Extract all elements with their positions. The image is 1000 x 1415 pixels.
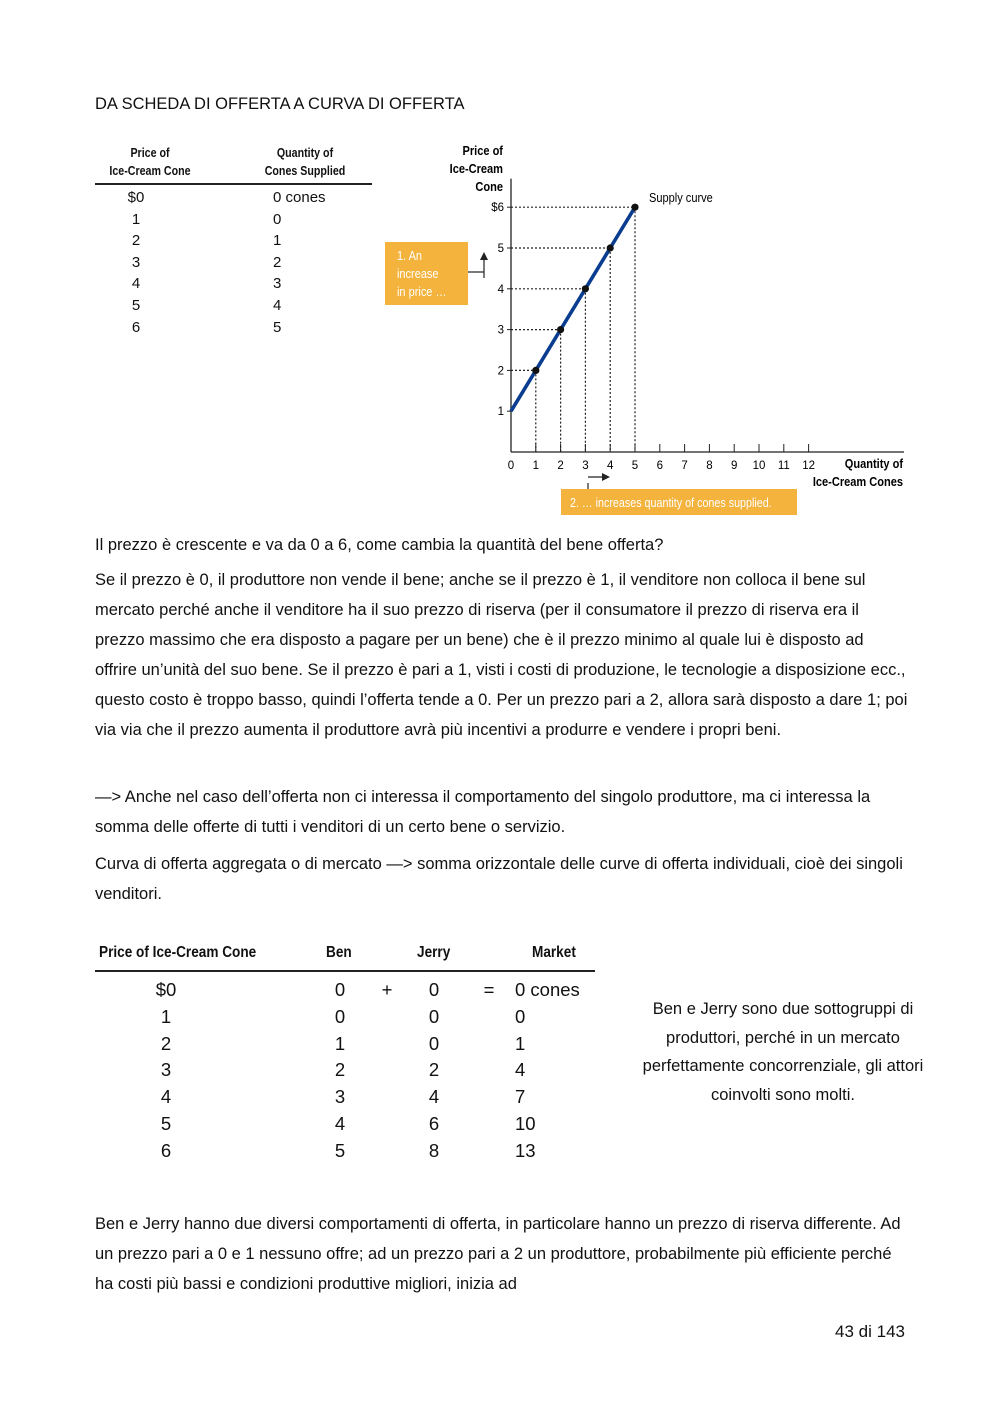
y-tick-label: $6 — [491, 202, 504, 215]
market-cell: 1 — [515, 1032, 526, 1054]
x-axis-title-line: Ice-Cream Cones — [812, 474, 903, 490]
x-tick-label: 5 — [631, 460, 639, 472]
price-cell: 3 — [131, 253, 141, 271]
paragraph-question: Il prezzo è crescente e va da 0 a 6, come cambia la quantità del bene offerta? — [95, 536, 664, 554]
x-tick-label: 3 — [582, 460, 589, 472]
market-cell: 0 — [515, 1005, 526, 1027]
quantity-cell: 0 — [273, 210, 282, 228]
x-tick-label: 7 — [681, 460, 688, 472]
quantity-cell: 1 — [273, 232, 282, 250]
x-tick-label: 2 — [557, 460, 564, 472]
y-axis-title-line: Price of — [462, 143, 503, 159]
table-divider — [95, 183, 372, 185]
price-annotation-line: increase — [397, 267, 439, 282]
plus-sign: + — [381, 979, 393, 1000]
market-column — [515, 977, 595, 1165]
market-price-column — [141, 977, 191, 1165]
x-tick-label: 0 — [507, 460, 515, 472]
y-tick-label: 4 — [497, 283, 504, 296]
paragraph-final: Ben e Jerry hanno due diversi comportamenti di offerta, in particolare hanno un prezzo di riserva differente. Ad un prezzo pari a 0 e 1 nessuno offre; ad un prezzo pari a 2 un produttore, probabilmente più efficiente perché ha costi più bassi e condizioni produttive migliori, inizia ad — [95, 1215, 901, 1293]
x-tick-label: 12 — [802, 460, 815, 472]
y-tick-label: 1 — [497, 406, 504, 419]
market-price-cell: 3 — [160, 1059, 172, 1081]
price-cell: 2 — [131, 232, 141, 250]
jerry-cell: 0 — [428, 1032, 440, 1054]
supply-point — [607, 244, 614, 251]
jerry-cell: 4 — [428, 1086, 440, 1108]
quantity-header — [256, 144, 354, 180]
supply-curve-chart — [380, 138, 915, 520]
quantity-header-line-2: Cones Supplied — [264, 163, 346, 178]
price-annotation-line: in price … — [397, 285, 447, 300]
jerry-cell: 2 — [428, 1059, 440, 1081]
jerry-cell: 0 — [428, 979, 440, 1000]
market-price-cell: 4 — [160, 1086, 172, 1108]
x-tick-label: 9 — [730, 460, 738, 472]
paragraph-market-curve: Curva di offerta aggregata o di mercato —> somma orizzontale delle curve di offerta individuali, cioè dei singoli venditori. — [95, 855, 903, 903]
y-axis-title-line: Ice-Cream — [449, 161, 503, 177]
jerry-cell: 6 — [428, 1112, 440, 1134]
market-cell: 7 — [515, 1086, 526, 1108]
quantity-column — [273, 187, 353, 338]
price-cell: 1 — [131, 210, 141, 228]
x-tick-label: 1 — [532, 460, 540, 472]
ben-cell: 0 — [334, 1005, 346, 1027]
market-header-ben: Ben — [326, 944, 352, 961]
jerry-cell: 0 — [428, 1005, 440, 1027]
price-column — [115, 187, 157, 338]
market-price-cell: 5 — [160, 1112, 172, 1134]
x-tick-label: 10 — [752, 460, 766, 472]
price-arrow-head — [480, 252, 488, 260]
ben-cell: 1 — [334, 1032, 346, 1054]
jerry-column — [419, 977, 449, 1165]
ben-cell: 2 — [334, 1059, 346, 1081]
ben-cell: 5 — [334, 1139, 346, 1161]
price-annotation-line: 1. An — [397, 249, 423, 264]
y-tick-label: 5 — [497, 243, 504, 255]
price-cell: 4 — [131, 275, 141, 293]
price-cell: 5 — [131, 296, 141, 314]
market-table-divider — [95, 970, 595, 972]
price-header-line-1: Price of — [130, 145, 170, 160]
supply-point — [582, 285, 589, 292]
y-tick-label: 2 — [497, 365, 504, 378]
quantity-cell: 5 — [273, 318, 282, 336]
ben-cell: 0 — [334, 979, 346, 1000]
ben-cell: 3 — [334, 1086, 346, 1108]
qty-arrow-head — [602, 473, 610, 481]
x-axis-title-line: Quantity of — [844, 456, 903, 472]
paragraph-aggregate-note: —> Anche nel caso dell’offerta non ci interessa il comportamento del singolo produttore, ma ci interessa la somma delle offerte di tutti i venditori di un certo bene o servizio. — [95, 788, 871, 836]
y-axis-title-line: Cone — [475, 179, 503, 195]
quantity-cell: 2 — [273, 253, 282, 271]
y-tick-label: 3 — [497, 324, 504, 337]
equals-sign: = — [483, 979, 495, 1000]
market-cell: 0 cones — [515, 979, 580, 1000]
ben-column — [325, 977, 355, 1165]
market-price-cell: $0 — [155, 979, 177, 1000]
market-cell: 4 — [515, 1059, 526, 1081]
market-header-market: Market — [532, 944, 576, 961]
page-number: 43 di 143 — [835, 1322, 905, 1341]
supply-point — [532, 367, 539, 374]
jerry-cell: 8 — [428, 1139, 440, 1161]
supply-curve-label: Supply curve — [649, 190, 713, 206]
x-tick-label: 8 — [706, 460, 713, 472]
price-header-line-2: Ice-Cream Cone — [109, 163, 191, 178]
side-note: Ben e Jerry sono due sottogruppi di produttori, perché in un mercato perfettamente concorrenziale, gli attori coinvolti sono molti. — [642, 1000, 924, 1104]
market-cell: 10 — [515, 1112, 536, 1134]
quantity-header-line-1: Quantity of — [276, 145, 334, 160]
market-price-cell: 1 — [160, 1005, 172, 1027]
x-tick-label: 6 — [656, 460, 664, 472]
x-tick-label: 4 — [606, 460, 614, 472]
quantity-cell: 3 — [273, 275, 282, 293]
market-supply-table — [95, 940, 600, 1170]
page-heading: DA SCHEDA DI OFFERTA A CURVA DI OFFERTA — [95, 95, 465, 113]
quantity-cell: 0 cones — [273, 189, 326, 206]
market-header-jerry: Jerry — [417, 944, 451, 961]
price-cell: $0 — [127, 189, 145, 206]
supply-point — [631, 204, 638, 211]
market-price-cell: 2 — [160, 1032, 172, 1054]
supply-curve-line — [511, 207, 635, 411]
price-cell: 6 — [131, 318, 141, 336]
x-tick-label: 11 — [777, 460, 790, 472]
quantity-cell: 4 — [273, 296, 282, 314]
quantity-annotation-text: 2. … increases quantity of cones supplied. — [570, 496, 772, 511]
price-header — [105, 144, 195, 180]
ben-cell: 4 — [334, 1112, 346, 1134]
market-header-price: Price of Ice-Cream Cone — [99, 944, 257, 961]
supply-point — [557, 326, 564, 333]
paragraph-explanation: Se il prezzo è 0, il produttore non vende il bene; anche se il prezzo è 1, il venditore non colloca il bene sul mercato perché anche il venditore ha il suo prezzo di riserva (per il consumatore il prezzo di riserva era il prezzo massimo che era disposto a pagare per un bene) che è il prezzo minimo al quale lui è disposto ad offrire un’unità del suo bene. Se il prezzo è pari a 1, visti i costi di produzione, le tecnologie a disposizione ecc., questo costo è troppo basso, quindi l’offerta tende a 0. Per un prezzo pari a 2, allora sarà disposto a dare 1; poi via via che il prezzo aumenta il produttore avrà più incentivi a produrre e vendere i propri beni. — [95, 571, 908, 739]
supply-schedule-table — [95, 142, 375, 342]
market-price-cell: 6 — [160, 1139, 172, 1161]
market-cell: 13 — [515, 1139, 536, 1161]
